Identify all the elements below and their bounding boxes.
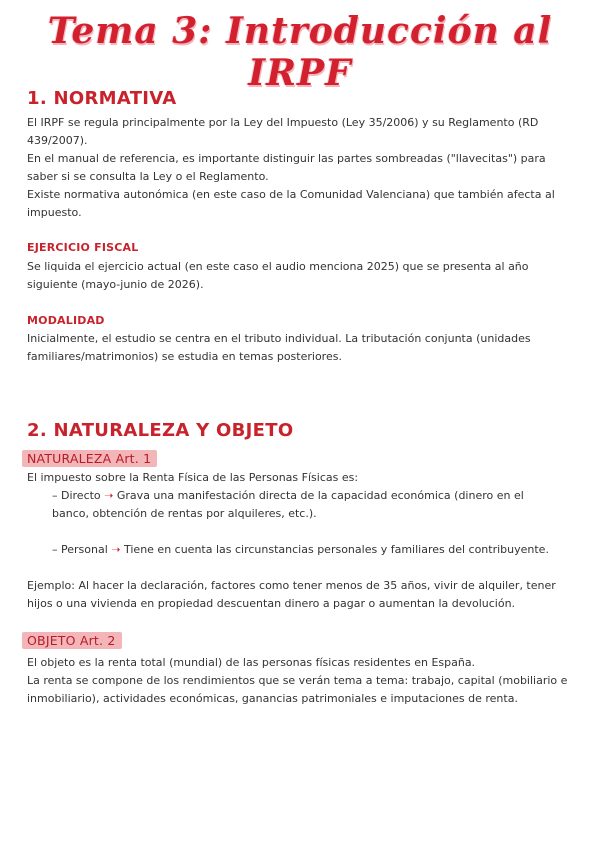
dash-bullet: – bbox=[52, 489, 61, 502]
dash-bullet: – bbox=[52, 543, 61, 556]
paragraph-naturaleza-intro: El impuesto sobre la Renta Física de las Personas Físicas es: bbox=[27, 471, 359, 484]
page-title: Tema 3: Introducción al IRPF bbox=[47, 10, 553, 94]
directo-text: Grava una manifestación directa de la capacidad económica (dinero en el banco, obtención de rentas por alquileres, etc.). bbox=[52, 489, 524, 520]
subheading-ejercicio-fiscal: EJERCICIO FISCAL bbox=[27, 241, 139, 254]
paragraph-autonomica: Existe normativa autonómica (en este caso de la Comunidad Valenciana) que también afecta al impuesto. bbox=[27, 188, 555, 219]
directo-label: Directo bbox=[61, 489, 101, 502]
paragraph-ley: El IRPF se regula principalmente por la Ley del Impuesto (Ley 35/2006) y su Reglamento (RD 439/2007). bbox=[27, 116, 539, 147]
personal-label: Personal bbox=[61, 543, 108, 556]
list-item-personal bbox=[52, 541, 582, 559]
paragraph-objeto-1: El objeto es la renta total (mundial) de las personas físicas residentes en España. bbox=[27, 656, 476, 669]
list-item-directo bbox=[52, 487, 552, 523]
personal-text: Tiene en cuenta las circunstancias personales y familiares del contribuyente. bbox=[123, 543, 549, 556]
paragraph-ejemplo: Ejemplo: Al hacer la declaración, factores como tener menos de 35 años, vivir de alquiler, tener hijos o una vivienda en propiedad descuentan dinero a pagar o aumentan la devolución. bbox=[27, 579, 556, 610]
section-heading-naturaleza-objeto: 2. NATURALEZA Y OBJETO bbox=[27, 420, 294, 441]
arrow-icon: ➝ bbox=[104, 489, 114, 502]
arrow-icon: ➝ bbox=[111, 543, 121, 556]
subheading-modalidad: MODALIDAD bbox=[27, 314, 105, 327]
paragraph-objeto-2: La renta se compone de los rendimientos que se verán tema a tema: trabajo, capital (mobiliario e inmobiliario), actividades económicas, ganancias patrimoniales e imputaciones de renta. bbox=[27, 674, 568, 705]
highlight-naturaleza-art1: NATURALEZA Art. 1 bbox=[22, 450, 157, 467]
paragraph-manual: En el manual de referencia, es importante distinguir las partes sombreadas ("llavecitas") para saber si se consulta la Ley o el Reglamento. bbox=[27, 152, 546, 183]
highlight-objeto-art2: OBJETO Art. 2 bbox=[22, 632, 122, 649]
section-heading-normativa: 1. NORMATIVA bbox=[27, 88, 177, 109]
paragraph-modalidad: Inicialmente, el estudio se centra en el tributo individual. La tributación conjunta (unidades familiares/matrimonios) se estudia en temas posteriores. bbox=[27, 332, 531, 363]
paragraph-ejercicio: Se liquida el ejercicio actual (en este caso el audio menciona 2025) que se presenta al año siguiente (mayo-junio de 2026). bbox=[27, 260, 529, 291]
